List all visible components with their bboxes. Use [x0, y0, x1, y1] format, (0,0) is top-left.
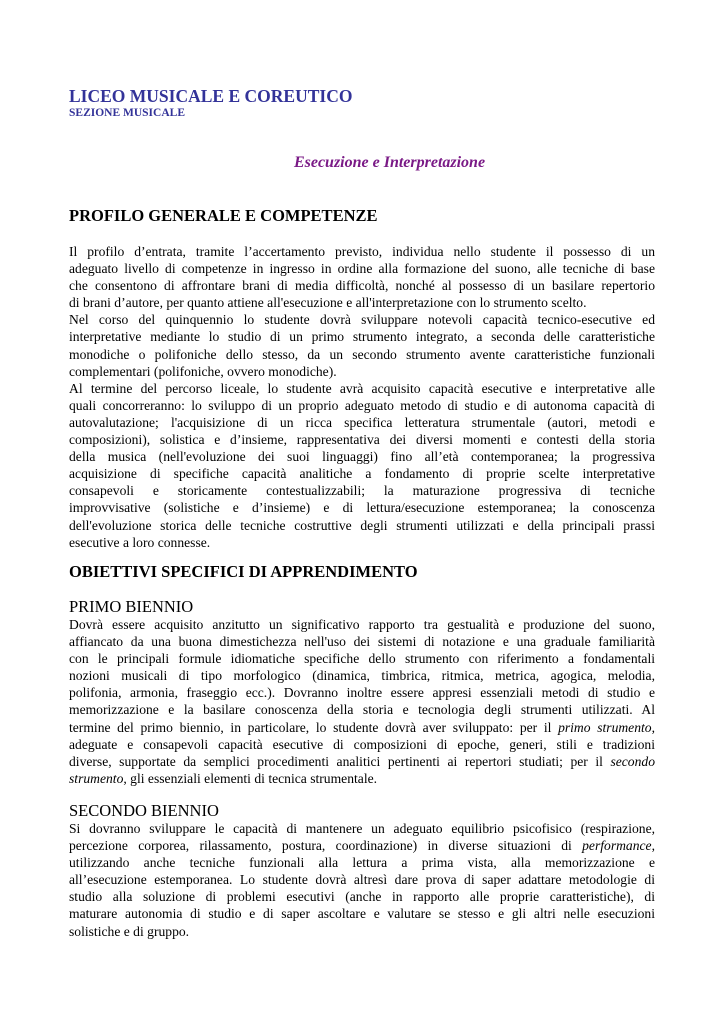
- performance-term: performance: [582, 838, 652, 854]
- first-biennium-paragraph: [69, 616, 655, 787]
- first-biennium-line: memorizzazione e la basilare conoscenza della storia e tecnologia degli strumenti utilizzati. Al: [69, 702, 655, 718]
- profile-line: della musica (nell'evoluzione dei suoi linguaggi) fino all’età contemporanea; la progressiva: [69, 449, 655, 465]
- first-biennium-line: affiancato da una buona dimestichezza nell'uso dei sistemi di notazione e una graduale familiarità: [69, 634, 655, 650]
- profile-line: Nel corso del quinquennio lo studente dovrà sviluppare notevoli capacità tecnico-esecutive ed: [69, 312, 655, 328]
- profile-line: interpretative mediante lo studio di un primo strumento integrato, a seconda delle caratteristiche: [69, 329, 655, 345]
- second-biennium-line-text: percezione corporea, rilassamento, postura, coordinazione) in diverse situazioni di: [69, 838, 583, 854]
- second-biennium-line: solistiche e di gruppo.: [69, 923, 190, 939]
- comma: ,: [651, 719, 655, 735]
- section-subtitle: SEZIONE MUSICALE: [69, 107, 185, 119]
- second-biennium-line: [69, 837, 655, 854]
- school-title: LICEO MUSICALE E COREUTICO: [69, 86, 353, 106]
- primo-strumento-term: primo strumento: [558, 719, 652, 735]
- profile-line: che consentono di affrontare brani di media difficoltà, nonché al possesso di un basilare repertorio: [69, 278, 655, 294]
- subject-title: Esecuzione e Interpretazione: [293, 154, 486, 171]
- profile-line: monodiche o polifoniche dello stesso, da un secondo strumento avente caratteristiche funzionali: [69, 346, 655, 362]
- first-biennium-line: nozioni musicali di tipo morfologico (dinamica, timbrica, ritmica, metrica, agogica, melodia,: [69, 668, 655, 684]
- profile-line: improvvisative (solistiche e d’insieme) e di lettura/esecuzione estemporanea; la conoscenza: [69, 500, 655, 516]
- second-biennium-paragraph: [69, 820, 655, 940]
- profile-line: dell'evoluzione storica delle tecniche costruttive degli strumenti utilizzati e della principali prassi: [69, 517, 655, 533]
- profile-line: autovalutazione; l'acquisizione di un ricca specifica letteratura strumentale (autori, metodi e: [69, 414, 655, 430]
- profile-line: composizioni), solistica e d’insieme, rappresentativa dei diversi momenti e contesti della storia: [69, 432, 655, 448]
- first-biennium-line: [69, 770, 655, 787]
- profile-line: Al termine del percorso liceale, lo studente avrà acquisito capacità esecutive e interpretative alle: [69, 380, 655, 396]
- first-biennium-line: [69, 719, 655, 736]
- first-biennium-line: polifonia, armonia, fraseggio ecc.). Dovranno inoltre essere appresi essenziali metodi di studio e: [69, 685, 655, 701]
- strumento-term: strumento: [69, 770, 124, 786]
- profile-line: di brani d’autore, per quanto attiene all'esecuzione e all'interpretazione con lo strumento scelto.: [69, 295, 587, 311]
- second-biennium-line: studio alla soluzione di problemi esecutivi (anche in rapporto alle proprie caratteristiche), di: [69, 889, 655, 905]
- profile-heading: PROFILO GENERALE E COMPETENZE: [69, 206, 378, 225]
- first-biennium-line: Dovrà essere acquisito anzitutto un significativo rapporto tra gestualità e produzione del suono,: [69, 617, 655, 632]
- comma: ,: [651, 838, 655, 854]
- first-biennium-line-text: , gli essenziali elementi di tecnica strumentale.: [123, 770, 378, 786]
- profile-line: complementari (polifoniche, ovvero monodiche).: [69, 363, 337, 379]
- profile-paragraph: [69, 243, 655, 551]
- objectives-heading: OBIETTIVI SPECIFICI DI APPRENDIMENTO: [69, 562, 418, 581]
- profile-line: esecutive a loro connesse.: [69, 534, 211, 550]
- second-biennium-line: Si dovranno sviluppare le capacità di mantenere un adeguato equilibrio psicofisico (respirazione,: [69, 821, 655, 836]
- second-biennium-line: maturare autonomia di studio e di saper ascoltare e valutare se stesso e gli altri nelle esecuzioni: [69, 906, 655, 922]
- first-biennium-line: con le principali formule idiomatiche specifiche dello strumento con riferimento a fondamentali: [69, 651, 655, 667]
- profile-line: acquisizione di specifiche capacità analitiche a fondamento di proprie scelte interpretative: [69, 466, 655, 482]
- first-biennium-line-text: termine del primo biennio, in particolare, lo studente dovrà aver sviluppato: per il: [69, 719, 559, 735]
- secondo-term: secondo: [610, 753, 655, 769]
- profile-line: Il profilo d’entrata, tramite l’accertamento previsto, individua nello studente il possesso di un: [69, 244, 655, 259]
- second-biennium-heading: SECONDO BIENNIO: [69, 801, 219, 820]
- first-biennium-line-text: diverse, supportate da semplici procedimenti analitici pertinenti ai repertori studiati; per il: [69, 753, 611, 769]
- profile-line: adeguato livello di competenze in ingresso in ordine alla formazione del suono, alle tecniche di base: [69, 261, 655, 277]
- second-biennium-line: utilizzando anche tecniche funzionali alla lettura a prima vista, alla memorizzazione e: [69, 855, 655, 871]
- second-biennium-line: all’esecuzione estemporanea. Lo studente dovrà altresì dare prova di saper adattare metodologie di: [69, 872, 655, 888]
- first-biennium-heading: PRIMO BIENNIO: [69, 597, 194, 616]
- profile-line: consapevoli e storicamente contestualizzabili; la maturazione progressiva di tecniche: [69, 483, 655, 499]
- first-biennium-line: adeguate e consapevoli capacità esecutive di composizioni di epoche, generi, stili e tradizioni: [69, 736, 655, 752]
- profile-line: quali concorreranno: lo sviluppo di un proprio adeguato metodo di studio e di autonoma capacità di: [69, 397, 655, 413]
- first-biennium-line: [69, 753, 655, 770]
